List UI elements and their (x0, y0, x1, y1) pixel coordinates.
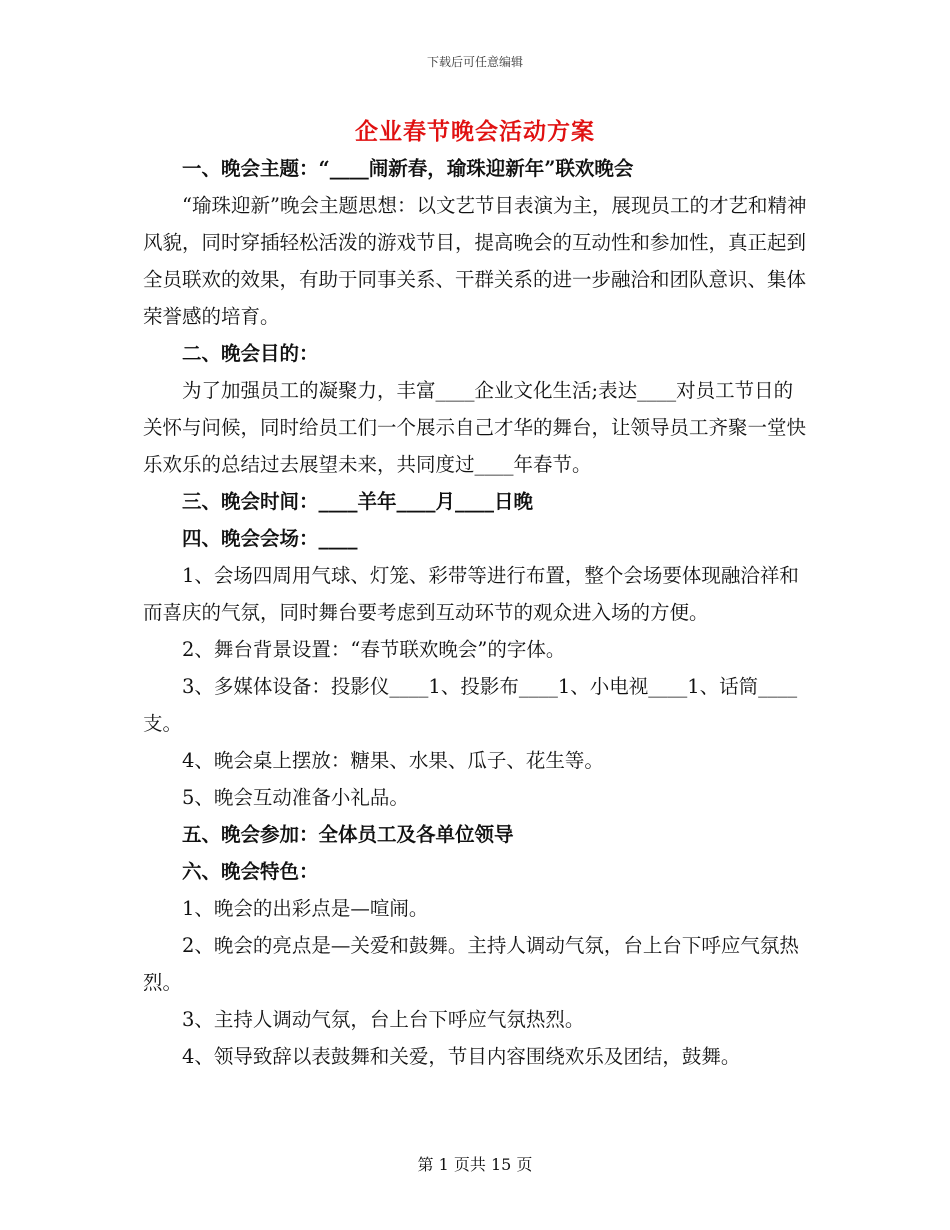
section-heading-participants: 五、晚会参加：全体员工及各单位领导 (182, 823, 514, 846)
list-item-venue-2: 2、舞台背景设置：“春节联欢晚会”的字体。 (182, 638, 566, 661)
list-item-feature-4: 4、领导致辞以表鼓舞和关爱，节目内容围绕欢乐及团结，鼓舞。 (182, 1045, 741, 1068)
list-item-feature-3: 3、主持人调动气氛，台上台下呼应气氛热烈。 (182, 1008, 585, 1031)
page-number-footer: 第 1 页共 15 页 (417, 1155, 533, 1174)
header-note: 下载后可任意编辑 (426, 55, 523, 69)
document-title: 企业春节晚会活动方案 (355, 118, 595, 145)
list-item-feature-1: 1、晚会的出彩点是—喧闹。 (182, 897, 429, 920)
paragraph-purpose: 为了加强员工的凝聚力，丰富____企业文化生活;表达____对员工节日的关怀与问候，同时给员工们一个展示自己才华的舞台，让领导员工齐聚一堂快乐欢乐的总结过去展望未来，共同度过____年春节。 (143, 379, 807, 476)
list-item-venue-1: 1、会场四周用气球、灯笼、彩带等进行布置，整个会场要体现融洽祥和而喜庆的气氛，同时舞台要考虑到互动环节的观众进入场的方便。 (143, 564, 799, 624)
section-heading-venue: 四、晚会会场：____ (182, 527, 358, 550)
document-body (143, 150, 809, 1075)
list-item-venue-3: 3、多媒体设备：投影仪____1、投影布____1、小电视____1、话筒____支。 (143, 675, 798, 735)
list-item-venue-5: 5、晚会互动准备小礼品。 (182, 786, 409, 809)
list-item-feature-2: 2、晚会的亮点是—关爱和鼓舞。主持人调动气氛，台上台下呼应气氛热烈。 (143, 934, 799, 994)
paragraph-theme-idea: “瑜珠迎新”晚会主题思想：以文艺节目表演为主，展现员工的才艺和精神风貌，同时穿插轻松活泼的游戏节目，提高晚会的互动性和参加性，真正起到全员联欢的效果，有助于同事关系、干群关系的进一步融洽和团队意识、集体荣誉感的培育。 (143, 194, 807, 328)
section-heading-purpose: 二、晚会目的： (182, 342, 319, 365)
section-heading-theme: 一、晚会主题：“____闹新春，瑜珠迎新年”联欢晚会 (182, 157, 634, 180)
section-heading-features: 六、晚会特色： (182, 860, 319, 883)
list-item-venue-4: 4、晚会桌上摆放：糖果、水果、瓜子、花生等。 (182, 749, 604, 772)
section-heading-time: 三、晚会时间：____羊年____月____日晚 (182, 490, 534, 513)
